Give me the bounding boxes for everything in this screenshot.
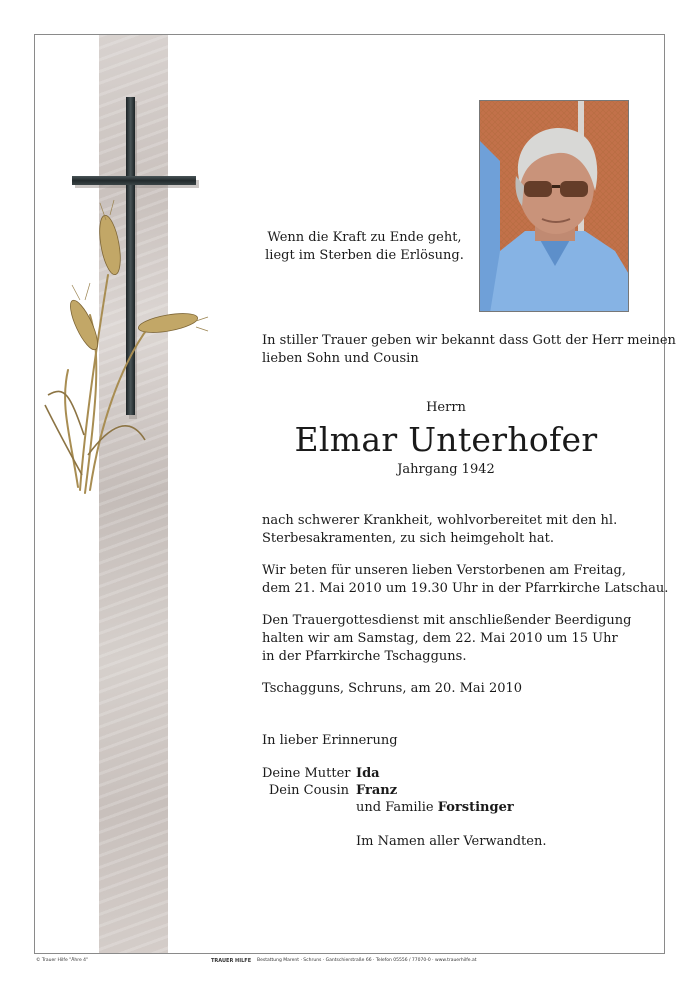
death-note-line-1: nach schwerer Krankheit, wohlvorbereitet mit den hl. (262, 513, 618, 528)
memory-heading: In lieber Erinnerung (262, 733, 398, 748)
cousin-label: Dein Cousin (268, 783, 349, 798)
birth-year: Jahrgang 1942 (397, 462, 495, 477)
salutation: Herrn (426, 400, 466, 415)
cousin-name: Franz (356, 783, 398, 798)
footer-brand: TRAUER HILFE (211, 958, 252, 964)
intro-text (262, 332, 676, 368)
mother-name: Ida (356, 766, 380, 781)
funeral-line-3: in der Pfarrkirche Tschagguns. (262, 649, 467, 664)
death-note (262, 512, 617, 548)
deceased-name: Elmar Unterhofer (294, 420, 598, 459)
prayer-notice (262, 562, 668, 598)
family-name: Forstinger (437, 800, 514, 815)
funeral-line-2: halten wir am Samstag, dem 22. Mai 2010 um 15 Uhr (262, 631, 618, 646)
mother-label: Deine Mutter (262, 766, 351, 781)
family-prefix: und Familie (356, 800, 434, 815)
intro-line-2: lieben Sohn und Cousin (262, 351, 419, 366)
cross-and-wheat-icon (40, 95, 210, 505)
funeral-notice (262, 612, 632, 666)
poem-line-1: Wenn die Kraft zu Ende geht, (267, 230, 462, 245)
death-note-line-2: Sterbesakramenten, zu sich heimgeholt hat. (262, 531, 554, 546)
portrait-photo (479, 100, 629, 312)
intro-line-1: In stiller Trauer geben wir bekannt dass Gott der Herr meinen (262, 333, 676, 348)
family-line (356, 799, 514, 817)
funeral-line-1: Den Trauergottesdienst mit anschließender Beerdigung (262, 613, 632, 628)
prayer-line-1: Wir beten für unseren lieben Verstorbenen am Freitag, (262, 563, 627, 578)
footer-address: Bestattung Marent · Schruns · Gantschierstraße 66 · Telefon 05556 / 77070-0 · www.trauerhilfe.at (257, 958, 477, 963)
prayer-line-2: dem 21. Mai 2010 um 19.30 Uhr in der Pfarrkirche Latschau. (262, 581, 669, 596)
poem (262, 229, 467, 265)
closing-line: Im Namen aller Verwandten. (356, 834, 547, 849)
footer-copyright: © Trauer Hilfe "Ähre 4" (36, 958, 89, 963)
poem-line-2: liegt im Sterben die Erlösung. (265, 248, 464, 263)
place-date: Tschagguns, Schruns, am 20. Mai 2010 (262, 681, 523, 696)
